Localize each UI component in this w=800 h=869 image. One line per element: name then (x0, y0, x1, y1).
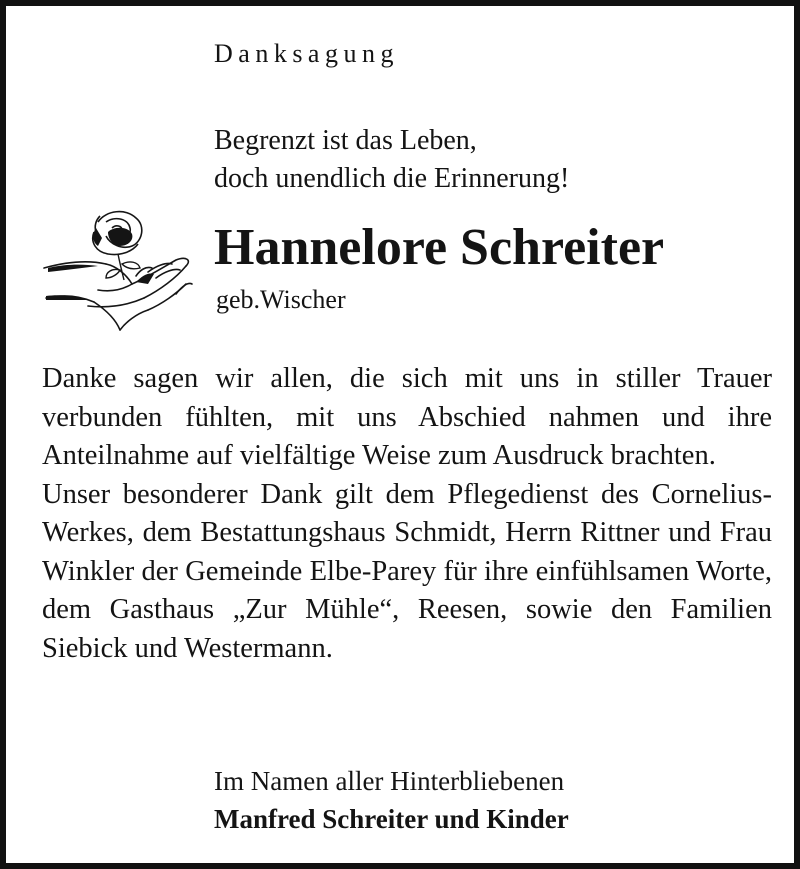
motto-line-2: doch unendlich die Erinnerung! (214, 163, 570, 194)
motto (214, 122, 569, 198)
deceased-name: Hannelore Schreiter (214, 219, 665, 276)
birth-name: geb.Wischer (216, 285, 346, 314)
thanks-text (42, 360, 772, 668)
motto-line-1: Begrenzt ist das Leben, (214, 125, 477, 156)
signoff-names: Manfred Schreiter und Kinder (214, 804, 569, 834)
notice-heading: Danksagung (214, 39, 399, 68)
hands-holding-rose-icon (36, 202, 198, 336)
signoff (214, 762, 569, 838)
special-thanks-paragraph: Unser besonderer Dank gilt dem Pflegedienst des Cornelius-Werkes, dem Bestattungshaus Schmidt, Herrn Rittner und Frau Winkler der Gemeinde Elbe-Parey für ihre einfühlsamen Worte, dem Gasthaus „Zur Mühle“, Reesen, sowie den Familien Siebick und Westermann. (42, 478, 772, 664)
thanks-paragraph: Danke sagen wir allen, die sich mit uns in stiller Trauer verbunden fühlten, mit uns Abschied nahmen und ihre Anteilnahme auf vielfältige Weise zum Ausdruck brachten. (42, 363, 772, 471)
signoff-intro: Im Namen aller Hinterbliebenen (214, 766, 565, 796)
